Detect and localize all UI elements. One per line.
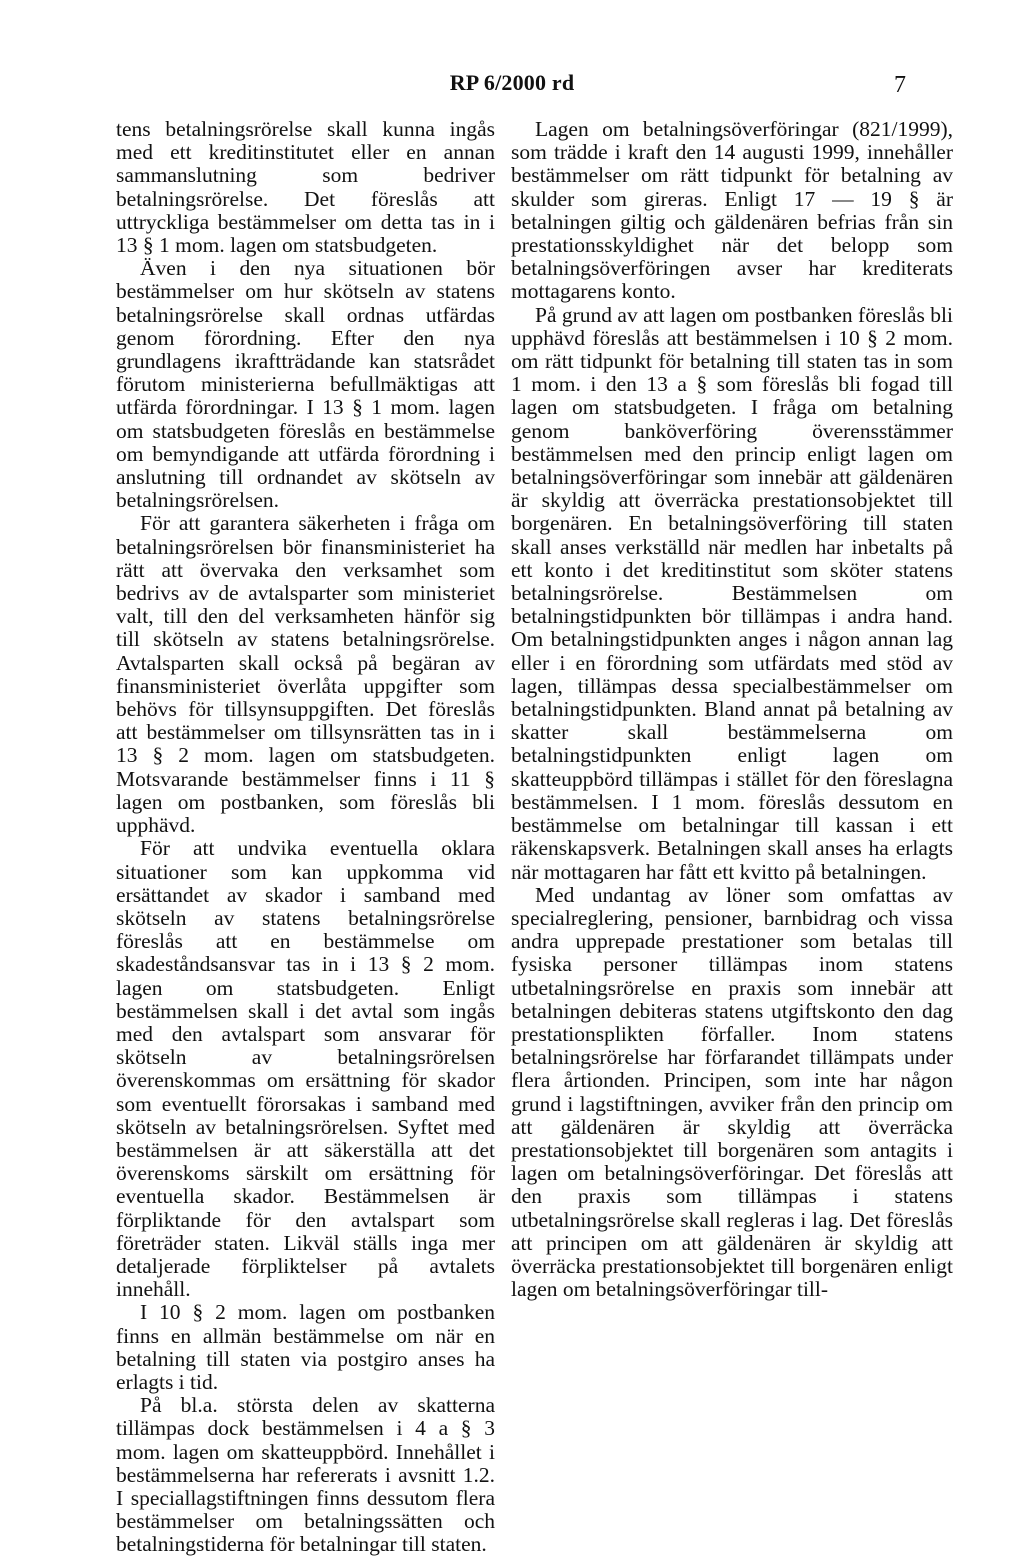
running-header: RP 6/2000 rd <box>449 70 575 95</box>
paragraph: I 10 § 2 mom. lagen om postbanken finns en allmän bestämmelse om när en betalning till staten via postgiro anses ha erlagts i tid. <box>116 1300 495 1394</box>
paragraph: Lagen om betalningsöverföringar (821/1999), som trädde i kraft den 14 augusti 1999, innehåller bestämmelser om rätt tidpunkt för betalning av skulder som gireras. Enligt 17 — 19 § är betalningen giltig och gäldenären befrias från sin prestationsskyldighet när det belopp som betalningsöverföringen avser har krediterats mottagarens konto. <box>511 117 953 304</box>
paragraph: På bl.a. största delen av skatterna tillämpas dock bestämmelsen i 4 a § 3 mom. lagen om skatteuppbörd. Innehållet i bestämmelserna har refererats i avsnitt 1.2. I speciallagstiftningen finns dessutom flera bestämmelser om betalningssätten och betalningstiderna för betalningar till staten. <box>116 1393 495 1557</box>
left-column <box>116 118 495 1557</box>
paragraph: tens betalningsrörelse skall kunna ingås med ett kreditinstitutet eller en annan sammanslutning som bedriver betalningsrörelse. Det föreslås att uttryckliga bestämmelser om detta tas in i 13 § 1 mom. lagen om statsbudgeten. <box>116 117 495 258</box>
paragraph: Med undantag av löner som omfattas av specialreglering, pensioner, barnbidrag och vissa andra upprepade prestationer som betalas till fysiska personer tillämpas inom statens utbetalningsrörelse en praxis som innebär att betalningen debiteras statens utgiftskonto den dag prestationsplikten förfaller. Inom statens betalningsrörelse har förfarandet tillämpats under flera årtionden. Principen, som inte har någon grund i lagstiftningen, avviker från den princip om att gäldenären är skyldig att överräcka prestationsobjektet till borgenären som antagits i lagen om betalningsöverföringar. Det föreslås att den praxis som tillämpas i statens utbetalningsrörelse skall regleras i lag. Det föreslås att principen om att gäldenären är skyldig att överräcka prestationsobjektet till borgenären enligt lagen om betalningsöverföringar till- <box>511 882 953 1302</box>
paragraph: Även i den nya situationen bör bestämmelser om hur skötseln av statens betalningsrörelse skall ordnas utfärdas genom förordning. Efter den nya grundlagens ikraftträdande kan statsrådet förutom ministerierna befullmäktigas att utfärda förordningar. I 13 § 1 mom. lagen om statsbudgeten föreslås en bestämmelse om bemyndigande att utfärda förordning i anslutning till ordnandet av skötseln av betalningsrörelsen. <box>116 256 495 513</box>
paragraph: För att garantera säkerheten i fråga om betalningsrörelsen bör finansministeriet ha rätt att övervaka den verksamhet som bedrivs av de avtalsparter som ministeriet valt, till den del verksamheten hänför sig till skötseln av statens betalningsrörelse. Avtalsparten skall också på begäran av finansministeriet överlåta uppgifter som behövs för tillsynsuppgiften. Det föreslås att bestämmelser om tillsynsrätten tas in i 13 § 2 mom. lagen om statsbudgeten. Motsvarande bestämmelser finns i 11 § lagen om postbanken, som föreslås bli upphävd. <box>116 511 495 838</box>
right-column <box>511 118 953 1301</box>
paragraph: För att undvika eventuella oklara situationer som kan uppkomma vid ersättandet av skador i samband med skötseln av statens betalningsrörelse föreslås att en bestämmelse om skadeståndsansvar tas in i 13 § 2 mom. lagen om statsbudgeten. Enligt bestämmelsen skall i det avtal som ingås med den avtalspart som ansvarar för skötseln av betalningsrörelsen överenskommas om ersättning för skador som eventuellt förorsakas i samband med skötseln av betalningsrörelsen. Syftet med bestämmelsen är att säkerställa att det överenskoms särskilt om ersättning för eventuella skador. Bestämmelsen är förpliktande för den avtalspart som företräder staten. Likväl ställs inga mer detaljerade förpliktelser på avtalets innehåll. <box>116 836 495 1302</box>
page-number: 7 <box>894 72 906 98</box>
paragraph: På grund av att lagen om postbanken föreslås bli upphävd föreslås att bestämmelsen i 10 § 2 mom. om rätt tidpunkt för betalning till staten tas in som 1 mom. i den 13 a § som föreslås bli fogad till lagen om statsbudgeten. I fråga om betalning genom banköverföring överensstämmer bestämmelsen med den princip enligt lagen om betalningsöverföringar som innebär att gäldenären är skyldig att överräcka prestationsobjektet till borgenären. En betalningsöverföring till staten skall anses verkställd när medlen har inbetalts på ett konto i det kreditinstitut som sköter statens betalningsrörelse. Bestämmelsen om betalningstidpunkten bör tillämpas i andra hand. Om betalningstidpunkten anges i någon annan lag eller i en förordning som utfärdats med stöd av lagen, tillämpas dessa specialbestämmelser om betalningstidpunkten. Bland annat på betalning av skatter skall bestämmelserna om betalningstidpunkten enligt lagen om skatteuppbörd tillämpas i stället för den föreslagna bestämmelsen. I 1 mom. föreslås dessutom en bestämmelse om betalningar till kassan i ett räkenskapsverk. Betalningen skall anses ha erlagts när mottagaren har fått ett kvitto på betalningen. <box>511 302 953 884</box>
